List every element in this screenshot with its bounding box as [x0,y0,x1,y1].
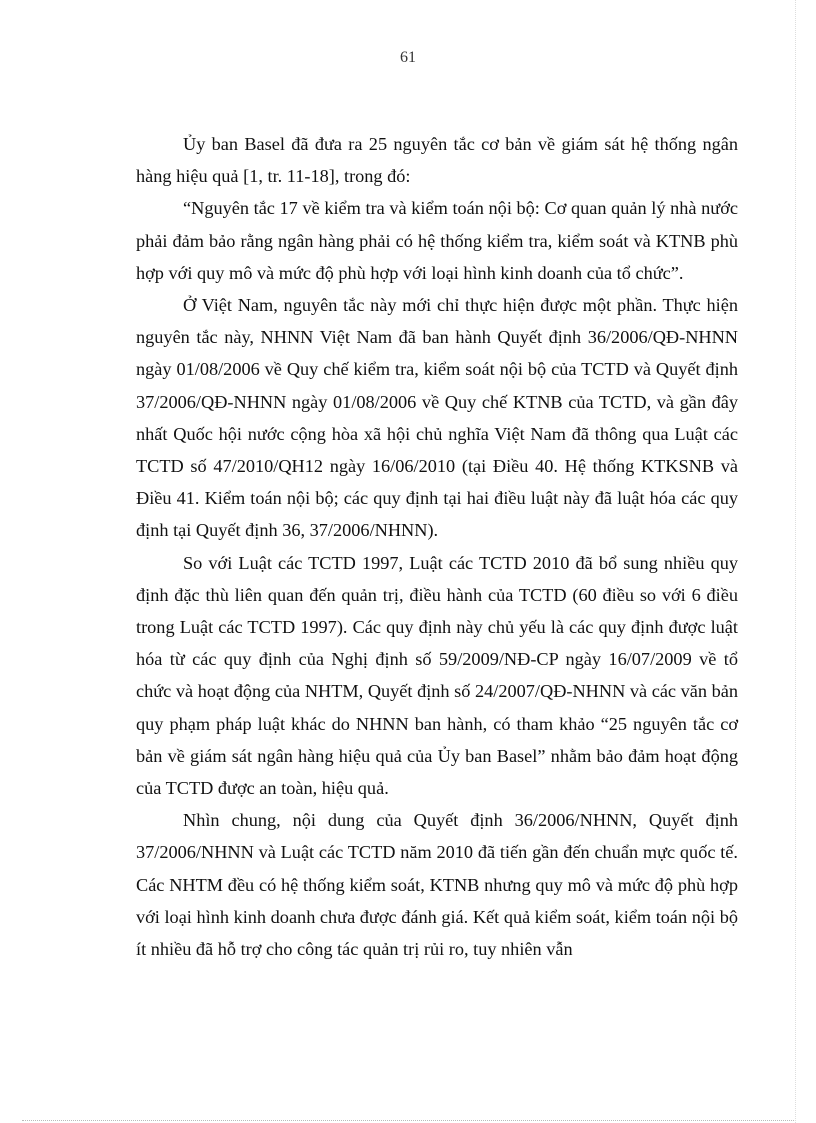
paragraph-vietnam-implementation: Ở Việt Nam, nguyên tắc này mới chỉ thực hiện được một phần. Thực hiện nguyên tắc này, NHNN Việt Nam đã ban hành Quyết định 36/2006/QĐ-NHNN ngày 01/08/2006 về Quy chế kiểm tra, kiểm soát nội bộ của TCTD và Quyết định 37/2006/QĐ-NHNN ngày 01/08/2006 về Quy chế KTNB của TCTD, và gần đây nhất Quốc hội nước cộng hòa xã hội chủ nghĩa Việt Nam đã thông qua Luật các TCTD số 47/2010/QH12 ngày 16/06/2010 (tại Điều 40. Hệ thống KTKSNB và Điều 41. Kiểm toán nội bộ; các quy định tại hai điều luật này đã luật hóa các quy định tại Quyết định 36, 37/2006/NHNN). [136,295,738,541]
paragraph-basel-principles: Ủy ban Basel đã đưa ra 25 nguyên tắc cơ bản về giám sát hệ thống ngân hàng hiệu quả [1, tr. 11-18], trong đó: [136,134,738,187]
paragraph-law-comparison: So với Luật các TCTD 1997, Luật các TCTD 2010 đã bổ sung nhiều quy định đặc thù liên quan đến quản trị, điều hành của TCTD (60 điều so với 6 điều trong Luật các TCTD 1997). Các quy định này chủ yếu là các quy định được luật hóa từ các quy định của Nghị định số 59/2009/NĐ-CP ngày 16/07/2009 về tổ chức và hoạt động của NHTM, Quyết định số 24/2007/QĐ-NHNN và các văn bản quy phạm pháp luật khác do NHNN ban hành, có tham khảo “25 nguyên tắc cơ bản về giám sát ngân hàng hiệu quả của Ủy ban Basel” nhằm bảo đảm hoạt động của TCTD được an toàn, hiệu quả. [136,552,738,799]
page-edge-right [795,0,796,1123]
page-edge-bottom [22,1120,794,1121]
paragraph-overall-assessment: Nhìn chung, nội dung của Quyết định 36/2006/NHNN, Quyết định 37/2006/NHNN và Luật các TCTD năm 2010 đã tiến gần đến chuẩn mực quốc tế. Các NHTM đều có hệ thống kiểm soát, KTNB nhưng quy mô và mức độ phù hợp với loại hình kinh doanh chưa được đánh giá. Kết quả kiểm soát, kiểm toán nội bộ ít nhiều đã hỗ trợ cho công tác quản trị rủi ro, tuy nhiên vẫn [136,810,738,960]
paragraph-principle-17-quote: “Nguyên tắc 17 về kiểm tra và kiểm toán nội bộ: Cơ quan quản lý nhà nước phải đảm bảo rằng ngân hàng phải có hệ thống kiểm tra, kiểm soát và KTNB phù hợp với quy mô và mức độ phù hợp với loại hình kinh doanh của tổ chức”. [136,198,738,283]
page-number: 61 [400,49,416,66]
body-text [136,128,738,965]
